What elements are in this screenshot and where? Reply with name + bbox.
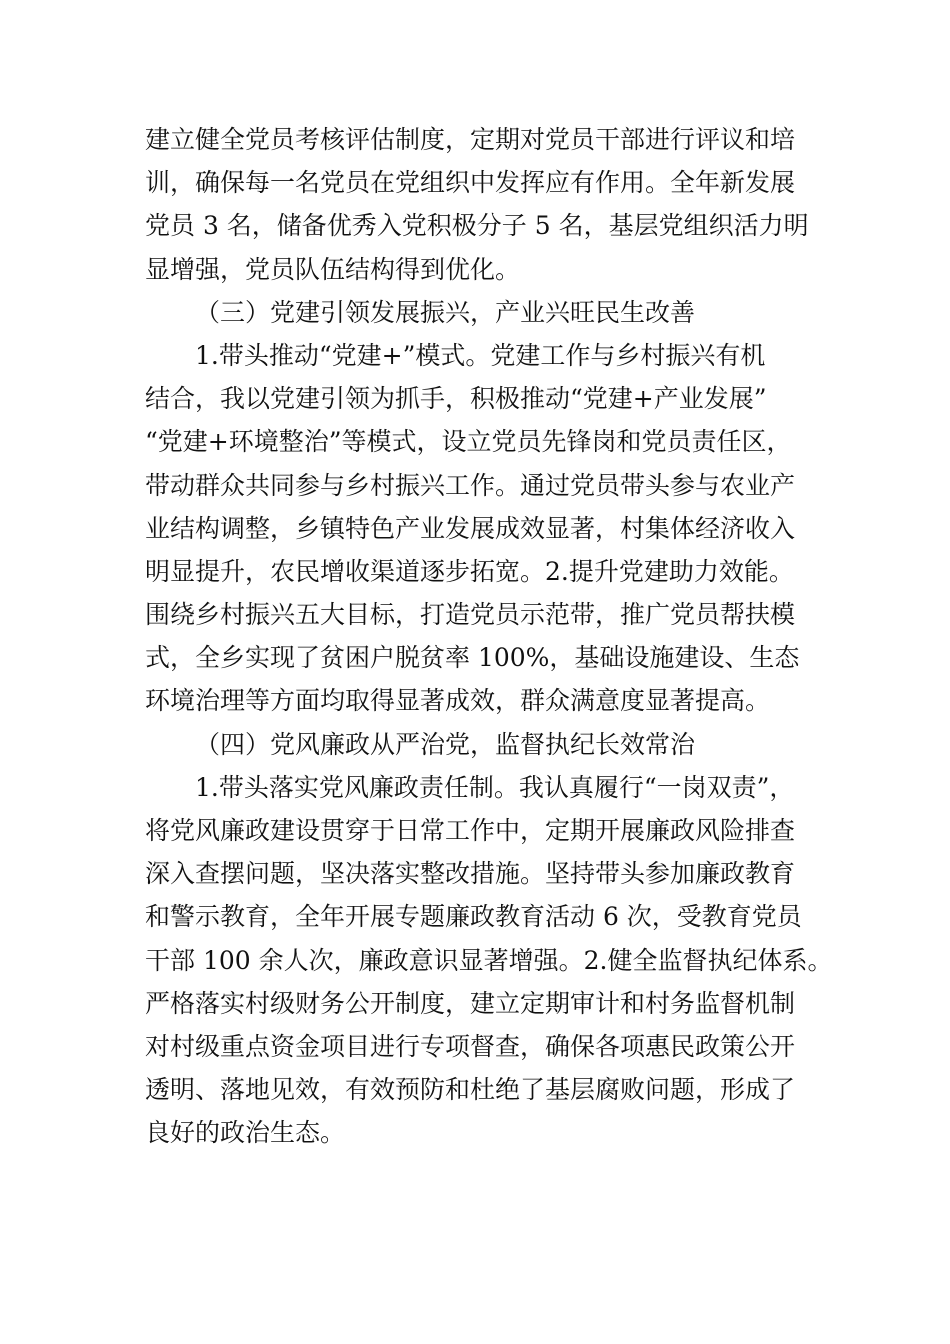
text-line: “党建+环境整治”等模式，设立党员先锋岗和党员责任区，: [145, 427, 792, 457]
text-line: 严格落实村级财务公开制度，建立定期审计和村务监督机制: [145, 988, 796, 1018]
paragraph-first-line: 1.带头落实党风廉政责任制。我认真履行“一岗双责”，: [195, 772, 795, 802]
text-line: 干部 100 余人次，廉政意识显著增强。2.健全监督执纪体系。: [145, 945, 833, 975]
document-body: [145, 118, 835, 1155]
text-line: 透明、落地见效，有效预防和杜绝了基层腐败问题，形成了: [145, 1075, 796, 1105]
text-line: 良好的政治生态。: [145, 1118, 346, 1148]
text-line: 对村级重点资金项目进行专项督查，确保各项惠民政策公开: [145, 1031, 796, 1061]
text-line: 训，确保每一名党员在党组织中发挥应有作用。全年新发展: [145, 168, 796, 198]
text-line: 明显提升，农民增收渠道逐步拓宽。2.提升党建助力效能。: [145, 556, 794, 586]
text-line: 将党风廉政建设贯穿于日常工作中，定期开展廉政风险排查: [145, 816, 796, 845]
section-heading: （三）党建引领发展振兴，产业兴旺民生改善: [195, 297, 696, 327]
text-line: 建立健全党员考核评估制度，定期对党员干部进行评议和培: [145, 125, 796, 154]
text-line: 业结构调整，乡镇特色产业发展成效显著，村集体经济收入: [145, 513, 796, 543]
text-line: 结合，我以党建引领为抓手，积极推动“党建+产业发展”: [145, 384, 767, 414]
text-line: 深入查摆问题，坚决落实整改措施。坚持带头参加廉政教育: [145, 859, 796, 889]
text-line: 环境治理等方面均取得显著成效，群众满意度显著提高。: [145, 686, 771, 716]
text-line: 围绕乡村振兴五大目标，打造党员示范带，推广党员帮扶模: [145, 600, 796, 630]
section-heading: （四）党风廉政从严治党，监督执纪长效常治: [195, 729, 696, 759]
text-line: 带动群众共同参与乡村振兴工作。通过党员带头参与农业产: [145, 470, 796, 500]
text-line: 式，全乡实现了贫困户脱贫率 100%，基础设施建设、生态: [145, 643, 800, 673]
text-line: 党员 3 名，储备优秀入党积极分子 5 名，基层党组织活力明: [145, 211, 809, 241]
text-line: 和警示教育，全年开展专题廉政教育活动 6 次，受教育党员: [145, 902, 802, 932]
text-line: 显增强，党员队伍结构得到优化。: [145, 254, 521, 284]
paragraph-first-line: 1.带头推动“党建+”模式。党建工作与乡村振兴有机: [195, 340, 766, 370]
